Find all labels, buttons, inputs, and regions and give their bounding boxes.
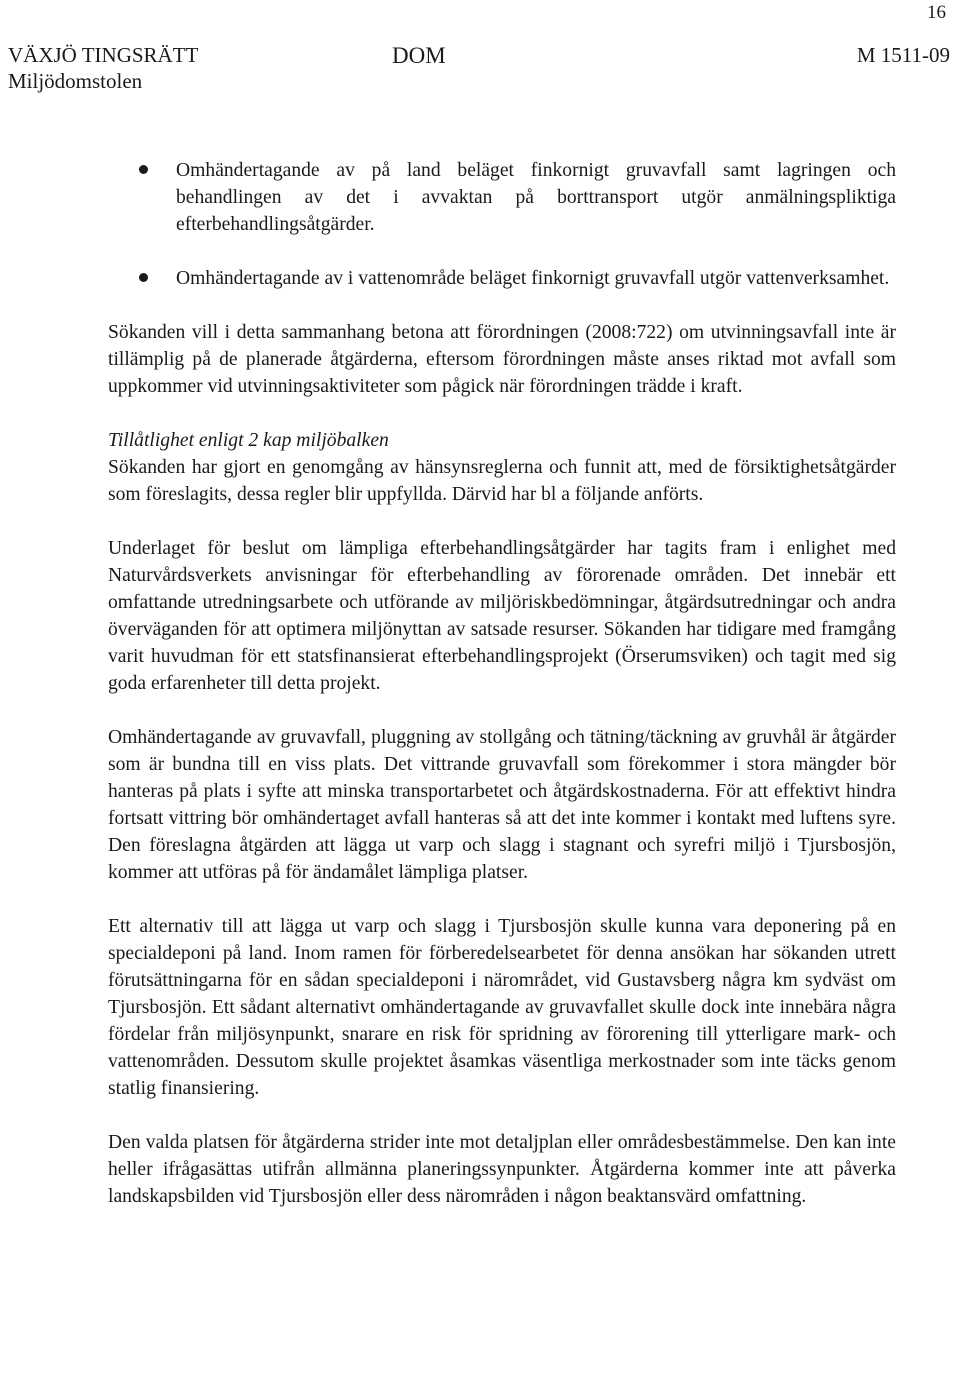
document-type: DOM [392, 43, 446, 68]
paragraph-waste-handling: Omhändertagande av gruvavfall, pluggning av stollgång och tätning/täckning av gruvhål är åtgärder som är bundna till en viss plats. Det vittrande gruvavfall som förekommer i stora mängder bör hanteras på plats i syfte att minska transportarbetet och åtgärdskostnaderna. För att effektivt hindra fortsatt vittring bör omhändertaget avfall hanteras så att det inte kommer i kontakt med luftens syre. Den föreslagna åtgärden att lägga ut varp och slagg i stagnant och syrefri miljö i Tjursbosjön, kommer att utföras på för ändamålet lämpliga platser. [108, 727, 896, 883]
header-court-block [8, 42, 198, 94]
paragraph-review: Sökanden har gjort en genomgång av hänsynsreglerna och funnit att, med de försiktighetsåtgärder som föreslagits, dessa regler blir uppfyllda. Därvid har bl a följande anförts. [108, 457, 896, 505]
case-number: M 1511-09 [856, 43, 950, 67]
paragraph-alternative: Ett alternativ till att lägga ut varp och slagg i Tjursbosjön skulle kunna vara deponering på en specialdeponi på land. Inom ramen för förberedelsearbetet för denna ansökan har sökanden utrett förutsättningarna för en sådan specialdeponi i närområdet, vid Gustavsberg några km sydväst om Tjursbosjön. Ett sådant alternativt omhändertagande av gruvavfallet skulle dock inte innebära några fördelar från miljösynpunkt, snarare en risk för spridning av förorening till ytterligare mark- och vattenområden. Dessutom skulle projektet åsamkas väsentliga merkostnader som inte täcks genom statlig finansiering. [108, 916, 896, 1099]
list-item [108, 265, 896, 292]
document-body [108, 157, 896, 1237]
paragraph-basis: Underlaget för beslut om lämpliga efterbehandlingsåtgärder har tagits fram i enlighet med Naturvårdsverkets anvisningar för efterbehandling av förorenade områden. Det innebär ett omfattande utredningsarbete och utförande av miljöriskbedömningar, åtgärdsutredningar och andra överväganden för att optimera miljönyttan av satsade resurser. Sökanden har tidigare med framgång varit huvudman för ett statsfinansierat efterbehandlingsprojekt (Örserumsviken) och tagit med sig goda erfarenheter till detta projekt. [108, 538, 896, 694]
bullet-text: Omhändertagande av i vattenområde beläget finkornigt gruvavfall utgör vattenverksamhet. [176, 268, 890, 289]
bullet-icon [139, 165, 148, 174]
section-heading: Tillåtlighet enligt 2 kap miljöbalken [108, 430, 389, 451]
court-name: VÄXJÖ TINGSRÄTT [8, 43, 199, 67]
bullet-list [108, 157, 896, 292]
court-division: Miljödomstolen [8, 69, 143, 93]
paragraph-regulation: Sökanden vill i detta sammanhang betona att förordningen (2008:722) om utvinningsavfall inte är tillämplig på de planerade åtgärderna, eftersom förordningen måste anses riktad mot avfall som uppkommer vid utvinningsaktiviteter som pågick när förordningen trädde i kraft. [108, 322, 896, 397]
bullet-text: Omhändertagande av på land beläget finkornigt gruvavfall samt lagringen och behandlingen av det i avvaktan på borttransport utgör anmälningspliktiga efterbehandlingsåtgärder. [176, 160, 896, 235]
page-number: 16 [927, 2, 946, 23]
bullet-icon [139, 273, 148, 282]
paragraph-location: Den valda platsen för åtgärderna strider inte mot detaljplan eller områdesbestämmelse. Den kan inte heller ifrågasättas utifrån allmänna planeringssynpunkter. Åtgärderna kommer inte att påverka landskapsbilden vid Tjursbosjön eller dess närområden i någon beaktansvärd omfattning. [108, 1132, 896, 1207]
list-item [108, 157, 896, 238]
